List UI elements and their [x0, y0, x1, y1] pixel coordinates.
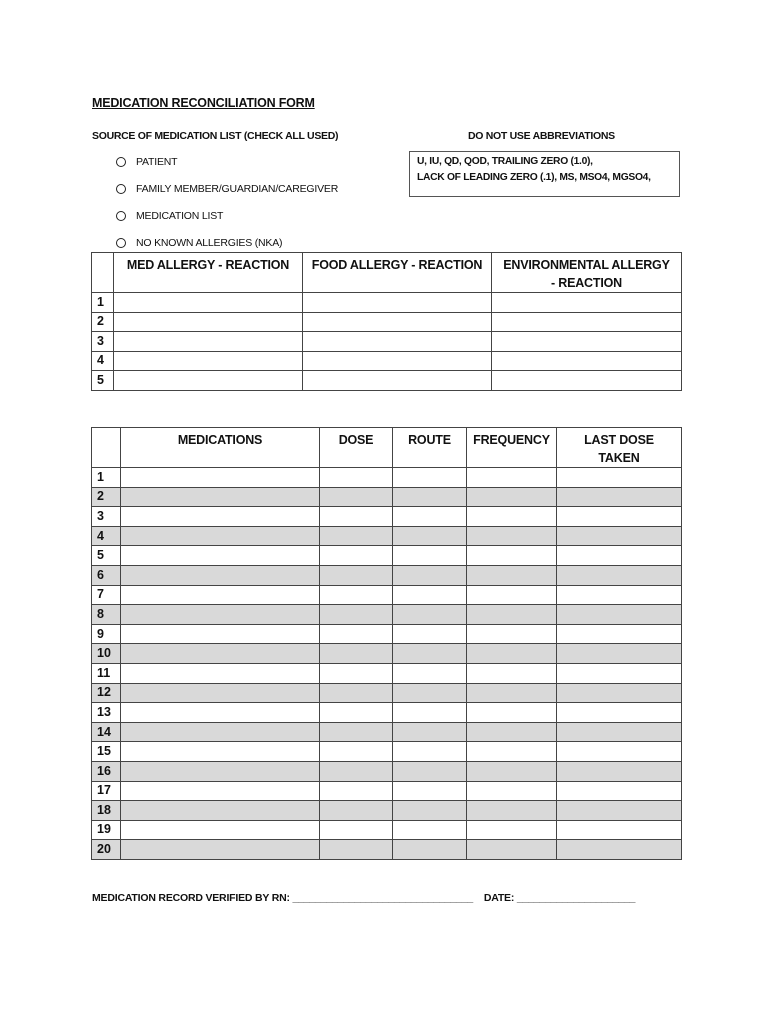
medications-header: MEDICATIONS [121, 428, 320, 468]
medication-row [92, 585, 682, 605]
row-number: 4 [92, 351, 114, 371]
medication-cell[interactable] [121, 526, 320, 546]
row-number: 13 [92, 703, 121, 723]
last-dose-cell[interactable] [557, 624, 682, 644]
medication-row [92, 507, 682, 527]
med-allergy-header: MED ALLERGY - REACTION [114, 253, 303, 293]
row-number: 10 [92, 644, 121, 664]
route-cell[interactable] [393, 624, 467, 644]
medication-cell[interactable] [121, 487, 320, 507]
medication-cell[interactable] [121, 840, 320, 860]
environmental-allergy-cell[interactable] [492, 371, 682, 391]
allergy-row [92, 312, 682, 332]
dose-cell[interactable] [320, 526, 393, 546]
med-allergy-cell[interactable] [114, 371, 303, 391]
environmental-allergy-cell[interactable] [492, 293, 682, 313]
frequency-cell[interactable] [467, 663, 557, 683]
allergy-row [92, 293, 682, 313]
frequency-cell[interactable] [467, 703, 557, 723]
dose-cell[interactable] [320, 624, 393, 644]
frequency-cell[interactable] [467, 820, 557, 840]
medication-row [92, 487, 682, 507]
medication-row [92, 624, 682, 644]
route-cell[interactable] [393, 565, 467, 585]
verified-by-signature-line[interactable]: ________________________________ [292, 892, 473, 904]
route-cell[interactable] [393, 644, 467, 664]
row-number: 2 [92, 487, 121, 507]
medication-row [92, 546, 682, 566]
route-cell[interactable] [393, 801, 467, 821]
row-number: 1 [92, 293, 114, 313]
medication-row [92, 565, 682, 585]
dose-header: DOSE [320, 428, 393, 468]
last-dose-cell[interactable] [557, 742, 682, 762]
last-dose-cell[interactable] [557, 820, 682, 840]
dose-cell[interactable] [320, 761, 393, 781]
medication-cell[interactable] [121, 468, 320, 488]
medication-cell[interactable] [121, 703, 320, 723]
last-dose-cell[interactable] [557, 703, 682, 723]
dose-cell[interactable] [320, 605, 393, 625]
row-number: 2 [92, 312, 114, 332]
row-number: 12 [92, 683, 121, 703]
row-number: 17 [92, 781, 121, 801]
abbreviations-line-2: LACK OF LEADING ZERO (.1), MS, MSO4, MGSO4, [417, 172, 651, 183]
frequency-cell[interactable] [467, 624, 557, 644]
last-dose-header-line-1: LAST DOSE [584, 433, 654, 447]
row-number: 7 [92, 585, 121, 605]
route-cell[interactable] [393, 683, 467, 703]
row-number: 16 [92, 761, 121, 781]
radio-circle-icon[interactable] [116, 184, 126, 194]
source-option-patient[interactable] [116, 156, 177, 168]
row-number: 3 [92, 332, 114, 352]
radio-circle-icon[interactable] [116, 157, 126, 167]
food-allergy-cell[interactable] [303, 312, 492, 332]
date-line[interactable]: _____________________ [516, 892, 636, 904]
radio-circle-icon[interactable] [116, 238, 126, 248]
source-option-label: MEDICATION LIST [136, 210, 224, 222]
medication-row [92, 840, 682, 860]
frequency-cell[interactable] [467, 487, 557, 507]
frequency-cell[interactable] [467, 840, 557, 860]
frequency-cell[interactable] [467, 546, 557, 566]
dose-cell[interactable] [320, 565, 393, 585]
frequency-cell[interactable] [467, 526, 557, 546]
row-number: 19 [92, 820, 121, 840]
last-dose-cell[interactable] [557, 526, 682, 546]
last-dose-cell[interactable] [557, 722, 682, 742]
row-number: 20 [92, 840, 121, 860]
route-cell[interactable] [393, 546, 467, 566]
frequency-cell[interactable] [467, 565, 557, 585]
medication-cell[interactable] [121, 663, 320, 683]
source-option-label: PATIENT [136, 156, 178, 168]
dose-cell[interactable] [320, 840, 393, 860]
last-dose-cell[interactable] [557, 663, 682, 683]
medication-row [92, 761, 682, 781]
environmental-allergy-cell[interactable] [492, 332, 682, 352]
dose-cell[interactable] [320, 585, 393, 605]
dose-cell[interactable] [320, 703, 393, 723]
last-dose-cell[interactable] [557, 605, 682, 625]
row-number: 5 [92, 371, 114, 391]
frequency-cell[interactable] [467, 683, 557, 703]
source-option-label: FAMILY MEMBER/GUARDIAN/CAREGIVER [136, 183, 339, 195]
food-allergy-cell[interactable] [303, 293, 492, 313]
frequency-cell[interactable] [467, 644, 557, 664]
route-cell[interactable] [393, 840, 467, 860]
row-number: 14 [92, 722, 121, 742]
frequency-cell[interactable] [467, 585, 557, 605]
last-dose-cell[interactable] [557, 644, 682, 664]
route-cell[interactable] [393, 820, 467, 840]
last-dose-cell[interactable] [557, 781, 682, 801]
food-allergy-cell[interactable] [303, 351, 492, 371]
verification-footer [92, 892, 635, 904]
do-not-use-label: DO NOT USE ABBREVIATIONS [468, 130, 615, 142]
dose-cell[interactable] [320, 722, 393, 742]
frequency-cell[interactable] [467, 468, 557, 488]
route-cell[interactable] [393, 487, 467, 507]
environmental-allergy-cell[interactable] [492, 312, 682, 332]
medication-row [92, 644, 682, 664]
food-allergy-cell[interactable] [303, 371, 492, 391]
allergy-table [91, 252, 682, 391]
medication-row [92, 703, 682, 723]
route-header: ROUTE [393, 428, 467, 468]
last-dose-cell[interactable] [557, 487, 682, 507]
medication-cell[interactable] [121, 722, 320, 742]
environmental-allergy-header [492, 253, 682, 293]
dose-cell[interactable] [320, 742, 393, 762]
route-cell[interactable] [393, 781, 467, 801]
environmental-header-line-1: ENVIRONMENTAL ALLERGY [503, 258, 670, 272]
row-number: 11 [92, 663, 121, 683]
medication-row [92, 820, 682, 840]
allergy-row [92, 332, 682, 352]
dose-cell[interactable] [320, 683, 393, 703]
dose-cell[interactable] [320, 487, 393, 507]
frequency-cell[interactable] [467, 722, 557, 742]
last-dose-cell[interactable] [557, 565, 682, 585]
dose-cell[interactable] [320, 507, 393, 527]
allergy-row [92, 351, 682, 371]
food-allergy-cell[interactable] [303, 332, 492, 352]
dose-cell[interactable] [320, 468, 393, 488]
route-cell[interactable] [393, 526, 467, 546]
medication-cell[interactable] [121, 644, 320, 664]
medication-row [92, 742, 682, 762]
medication-row [92, 683, 682, 703]
dose-cell[interactable] [320, 801, 393, 821]
environmental-header-line-2: - REACTION [551, 276, 622, 290]
route-cell[interactable] [393, 761, 467, 781]
last-dose-cell[interactable] [557, 546, 682, 566]
medication-cell[interactable] [121, 801, 320, 821]
food-allergy-header: FOOD ALLERGY - REACTION [303, 253, 492, 293]
medication-row [92, 526, 682, 546]
medication-cell[interactable] [121, 507, 320, 527]
last-dose-header [557, 428, 682, 468]
row-number: 6 [92, 565, 121, 585]
last-dose-cell[interactable] [557, 761, 682, 781]
dose-cell[interactable] [320, 546, 393, 566]
frequency-cell[interactable] [467, 742, 557, 762]
radio-circle-icon[interactable] [116, 211, 126, 221]
row-number: 4 [92, 526, 121, 546]
med-allergy-cell[interactable] [114, 312, 303, 332]
last-dose-cell[interactable] [557, 840, 682, 860]
route-cell[interactable] [393, 507, 467, 527]
route-cell[interactable] [393, 703, 467, 723]
last-dose-header-line-2: TAKEN [598, 451, 640, 465]
med-allergy-cell[interactable] [114, 293, 303, 313]
abbreviations-line-1: U, IU, QD, QOD, TRAILING ZERO (1.0), [417, 156, 593, 167]
medication-row [92, 722, 682, 742]
form-title: MEDICATION RECONCILIATION FORM [92, 96, 315, 110]
allergy-row [92, 371, 682, 391]
med-allergy-cell[interactable] [114, 332, 303, 352]
last-dose-cell[interactable] [557, 585, 682, 605]
medication-cell[interactable] [121, 624, 320, 644]
source-label: SOURCE OF MEDICATION LIST (CHECK ALL USED) [92, 130, 339, 142]
medication-row [92, 663, 682, 683]
dose-cell[interactable] [320, 781, 393, 801]
medication-number-header [92, 428, 121, 468]
last-dose-cell[interactable] [557, 801, 682, 821]
medication-cell[interactable] [121, 565, 320, 585]
last-dose-cell[interactable] [557, 507, 682, 527]
source-option-family[interactable] [116, 183, 338, 195]
route-cell[interactable] [393, 663, 467, 683]
medication-cell[interactable] [121, 605, 320, 625]
medication-row [92, 801, 682, 821]
row-number: 1 [92, 468, 121, 488]
frequency-header: FREQUENCY [467, 428, 557, 468]
route-cell[interactable] [393, 722, 467, 742]
route-cell[interactable] [393, 742, 467, 762]
medication-cell[interactable] [121, 820, 320, 840]
row-number: 9 [92, 624, 121, 644]
source-option-label: NO KNOWN ALLERGIES (NKA) [136, 237, 283, 249]
dose-cell[interactable] [320, 663, 393, 683]
medication-cell[interactable] [121, 546, 320, 566]
allergy-number-header [92, 253, 114, 293]
medication-cell[interactable] [121, 781, 320, 801]
medication-row [92, 781, 682, 801]
verified-by-label: MEDICATION RECORD VERIFIED BY RN: [92, 892, 290, 904]
frequency-cell[interactable] [467, 761, 557, 781]
frequency-cell[interactable] [467, 781, 557, 801]
dose-cell[interactable] [320, 644, 393, 664]
route-cell[interactable] [393, 605, 467, 625]
environmental-allergy-cell[interactable] [492, 351, 682, 371]
abbreviations-box [409, 151, 680, 197]
last-dose-cell[interactable] [557, 468, 682, 488]
medication-cell[interactable] [121, 742, 320, 762]
last-dose-cell[interactable] [557, 683, 682, 703]
medication-table [91, 427, 682, 860]
med-allergy-cell[interactable] [114, 351, 303, 371]
medication-cell[interactable] [121, 683, 320, 703]
frequency-cell[interactable] [467, 605, 557, 625]
frequency-cell[interactable] [467, 801, 557, 821]
row-number: 8 [92, 605, 121, 625]
row-number: 5 [92, 546, 121, 566]
source-option-nka[interactable] [116, 237, 282, 249]
medication-row [92, 605, 682, 625]
route-cell[interactable] [393, 468, 467, 488]
medication-cell[interactable] [121, 585, 320, 605]
row-number: 18 [92, 801, 121, 821]
medication-row [92, 468, 682, 488]
row-number: 3 [92, 507, 121, 527]
medication-cell[interactable] [121, 761, 320, 781]
date-label: DATE: [483, 892, 515, 904]
frequency-cell[interactable] [467, 507, 557, 527]
source-option-medication-list[interactable] [116, 210, 223, 222]
dose-cell[interactable] [320, 820, 393, 840]
row-number: 15 [92, 742, 121, 762]
route-cell[interactable] [393, 585, 467, 605]
